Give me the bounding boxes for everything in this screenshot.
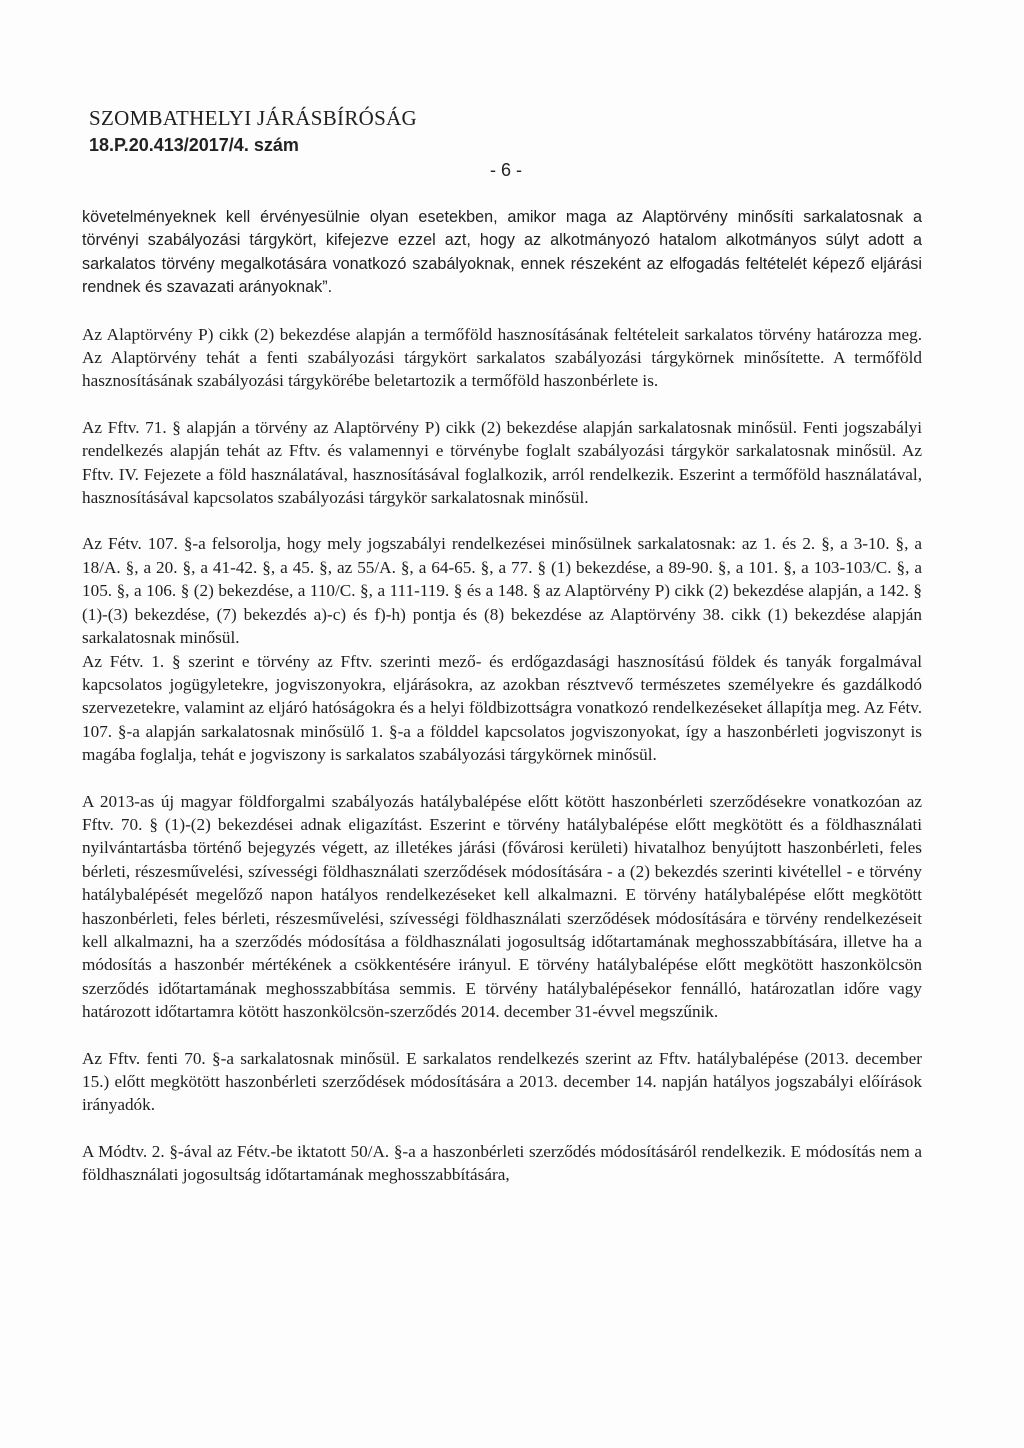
paragraph-8: A Módtv. 2. §-ával az Fétv.-be iktatott 50/A. §-a a haszonbérleti szerződés módosításáról rendelkezik. E módosítás nem a földhasználati jogosultság időtartamának meghosszabbítására, [82, 1141, 922, 1185]
paragraph-3: Az Fftv. 71. § alapján a törvény az Alaptörvény P) cikk (2) bekezdése alapján sarkalatosnak minősül. Fenti jogszabályi rendelkezés alapján tehát az Fftv. és valamennyi e törvénybe foglalt szabályozási tárgykör sarkalatosnak minősül. Az Fftv. IV. Fejezete a föld használatával, hasznosításával foglalkozik, arról rendelkezik. Eszerint a termőföld használatával, hasznosításával kapcsolatos szabályozási tárgykör sarkalatosnak minősül. [82, 417, 922, 508]
document-body [82, 206, 922, 1187]
paragraph-4: Az Fétv. 107. §-a felsorolja, hogy mely jogszabályi rendelkezései minősülnek sarkalatosnak: az 1. és 2. §, a 3-10. §, a 18/A. §, a 20. §, a 41-42. §, a 45. §, az 55/A. §, a 64-65. §, a 77. § (1) bekezdése, a 89-90. §, a 101. §, a 103-103/C. §, a 105. §, a 106. § (2) bekezdése, a 110/C. §, a 111-119. § és a 148. § az Alaptörvény P) cikk (2) bekezdése alapján, a 142. § (1)-(3) bekezdése, (7) bekezdés a)-c) és f)-h) pontja és (8) bekezdése az Alaptörvény 38. cikk (1) bekezdése alapján sarkalatosnak minősül. [82, 534, 922, 648]
paragraph-5: Az Fétv. 1. § szerint e törvény az Fftv. szerinti mező- és erdőgazdasági hasznosítású földek és tanyák forgalmával kapcsolatos jogügyletekre, jogviszonyokra, eljárásokra, az azokban résztvevő természetes személyekre és gazdálkodó szervezetekre, valamint az eljáró hatóságokra és a helyi földbizottságra vonatkozó rendelkezéseket állapítja meg. Az Fétv. 107. §-a alapján sarkalatosnak minősülő 1. §-a a földdel kapcsolatos jogviszonyokat, így a haszonbérleti jogviszonyt is magába foglalja, tehát e jogviszony is sarkalatos szabályozási tárgykörnek minősül. [82, 651, 922, 765]
paragraph-6: A 2013-as új magyar földforgalmi szabályozás hatálybalépése előtt kötött haszonbérleti szerződésekre vonatkozóan az Fftv. 70. § (1)-(2) bekezdései adnak eligazítást. Eszerint e törvény hatálybalépése előtt megkötött és a földhasználati nyilvántartásba történő bejegyzés végett, az illetékes járási (fővárosi kerületi) hivatalhoz benyújtott haszonbérleti, feles bérleti, részesművelési, szívességi földhasználati szerződések módosítására - a (2) bekezdés szerinti kivétellel - e törvény hatálybalépését megelőző napon hatályos rendelkezéseket kell alkalmazni. E törvény hatálybalépése előtt megkötött haszonbérleti, feles bérleti, részesművelési, szívességi földhasználati szerződések módosítására e törvény rendelkezéseit kell alkalmazni, ha a szerződés módosítása a földhasználati jogosultság időtartamának meghosszabbítására, illetve ha a módosítás a haszonbér mértékének a csökkentésére irányul. E törvény hatálybalépése előtt megkötött haszonkölcsön szerződés időtartamának meghosszabbítása semmis. E törvény hatálybalépésekor fennálló, határozatlan időre vagy határozott időtartamra kötött haszonkölcsön-szerződés 2014. december 31-évvel megszűnik. [82, 791, 922, 1022]
paragraph-1: követelményeknek kell érvényesülnie olyan esetekben, amikor maga az Alaptörvény minősíti sarkalatosnak a törvényi szabályozási tárgykört, kifejezve ezzel azt, hogy az alkotmányozó hatalom alkotmányos súlyt adott a sarkalatos törvény megalkotására vonatkozó szabályoknak, ennek részeként az elfogadás feltételét képező eljárási rendnek és szavazati arányoknak”. [82, 208, 922, 297]
paragraph-7: Az Fftv. fenti 70. §-a sarkalatosnak minősül. E sarkalatos rendelkezés szerint az Fftv. hatálybalépése (2013. december 15.) előtt megkötött haszonbérleti szerződések módosítására a 2013. december 14. napján hatályos jogszabályi előírások irányadók. [82, 1048, 922, 1115]
page-number: - 6 - [490, 160, 523, 180]
paragraph-2: Az Alaptörvény P) cikk (2) bekezdése alapján a termőföld hasznosításának feltételeit sarkalatos törvény határozza meg. Az Alaptörvény tehát a fenti szabályozási tárgykört sarkalatos szabályozási tárgykörnek minősítette. A termőföld hasznosításának szabályozási tárgykörébe beletartozik a termőföld haszonbérlete is. [82, 324, 922, 391]
case-number: 18.P.20.413/2017/4. szám [89, 135, 299, 155]
court-name: SZOMBATHELYI JÁRÁSBÍRÓSÁG [89, 106, 418, 130]
document-header [89, 106, 934, 157]
